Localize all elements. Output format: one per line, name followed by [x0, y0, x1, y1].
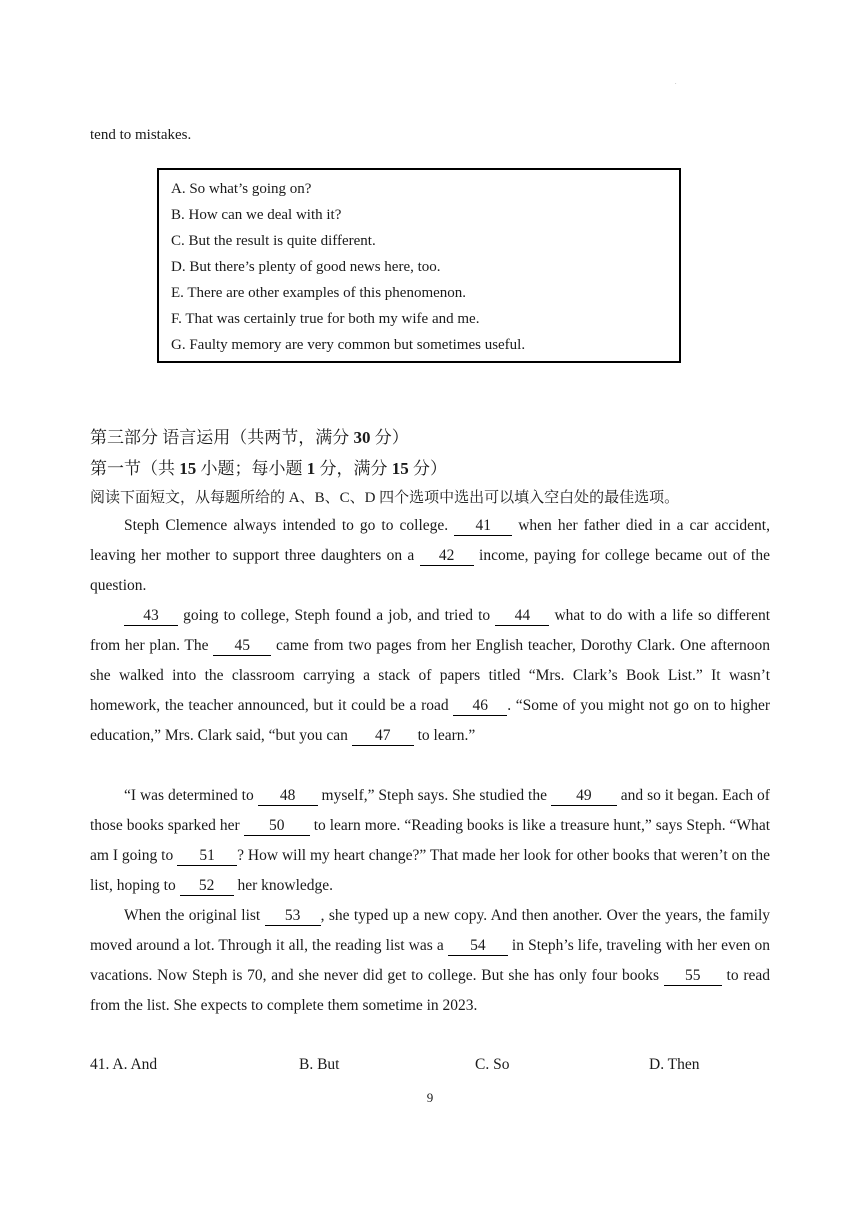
p2-text: going to college, Steph found a job, and tried to — [178, 607, 496, 624]
instructions: 阅读下面短文，从每题所给的 A、B、C、D 四个选项中选出可以填入空白处的最佳选项。 — [90, 490, 680, 506]
section-score: 30 — [353, 428, 371, 447]
option-c: C. But the result is quite different. — [171, 233, 376, 249]
subsection-count: 15 — [179, 459, 197, 478]
option-f: F. That was certainly true for both my wife and me. — [171, 311, 480, 327]
blank-45: 45 — [213, 637, 271, 656]
subsection-text-4: 分） — [408, 459, 447, 478]
paragraph-1 — [90, 511, 770, 601]
blank-51: 51 — [177, 847, 237, 866]
section-heading — [90, 423, 409, 448]
p3-text: myself,” Steph says. She studied the — [317, 787, 551, 804]
blank-42: 42 — [420, 547, 474, 566]
blank-52: 52 — [180, 877, 234, 896]
options-box — [157, 168, 681, 363]
option-d: D. But there’s plenty of good news here, too. — [171, 259, 441, 275]
choice-d: D. Then — [649, 1056, 700, 1073]
subsection-text-3: 分，满分 — [315, 459, 392, 478]
subsection-heading — [90, 454, 447, 479]
option-a: A. So what’s going on? — [171, 181, 312, 197]
page-number: 9 — [426, 1090, 434, 1105]
section-heading-text: 第三部分 语言运用（共两节，满分 — [90, 428, 354, 447]
scan-mark: . — [675, 80, 677, 86]
p3-text: “I was determined to — [124, 787, 258, 804]
blank-48: 48 — [258, 787, 318, 806]
section-heading-suffix: 分） — [370, 428, 409, 447]
p2-text: to learn.” — [413, 727, 476, 744]
option-b: B. How can we deal with it? — [171, 207, 342, 223]
intro-text: tend to mistakes. — [90, 127, 192, 143]
p4-text: , she typed up a new copy. And then another. Over the years, the family moved around a lot. Through it all, the reading list was a — [90, 907, 771, 954]
blank-41: 41 — [454, 517, 512, 536]
option-e: E. There are other examples of this phenomenon. — [171, 285, 467, 301]
subsection-total: 15 — [391, 459, 409, 478]
blank-49: 49 — [551, 787, 617, 806]
p3-text: to learn more. “Reading books is like a treasure hunt,” says Steph. “What am I going to — [90, 817, 771, 864]
p2-text: . “Some of you might not go on to higher education,” Mrs. Clark said, “but you can — [90, 697, 770, 744]
p1-text: Steph Clemence always intended to go to college. — [124, 517, 455, 534]
subsection-each: 1 — [306, 459, 316, 478]
p2-text: what to do with a life so different from her plan. The — [90, 607, 771, 654]
p4-text: When the original list — [124, 907, 265, 924]
blank-46: 46 — [453, 697, 507, 716]
option-g: G. Faulty memory are very common but sometimes useful. — [171, 337, 526, 353]
choice-c: C. So — [475, 1056, 510, 1073]
blank-44: 44 — [495, 607, 549, 626]
blank-53: 53 — [265, 907, 321, 926]
p2-text: came from two pages from her English teacher, Dorothy Clark. One afternoon she walked into the classroom carrying a stack of papers titled “Mrs. Clark’s Book List.” It wasn’t homework, the teacher announced, but it could be a road — [90, 637, 770, 714]
paragraph-4 — [90, 901, 770, 1021]
blank-55: 55 — [664, 967, 722, 986]
choice-b: B. But — [299, 1056, 340, 1073]
choice-a: 41. A. And — [90, 1056, 158, 1073]
p3-text: ? How will my heart change?” That made her look for other books that weren’t on the list, hoping to — [90, 847, 770, 894]
subsection-text-1: 第一节（共 — [90, 459, 180, 478]
blank-43: 43 — [124, 607, 178, 626]
subsection-text-2: 小题；每小题 — [196, 459, 307, 478]
blank-47: 47 — [352, 727, 414, 746]
p1-text: when her father died in a car accident, leaving her mother to support three daughters on a — [90, 517, 770, 564]
p4-text: to read from the list. She expects to complete them sometime in 2023. — [90, 967, 770, 1014]
p1-text: income, paying for college became out of the question. — [90, 547, 770, 594]
p4-text: in Steph’s life, traveling with her even on vacations. Now Steph is 70, and she never did get to college. But she has only four books — [90, 937, 770, 984]
blank-54: 54 — [448, 937, 508, 956]
paragraph-2 — [90, 601, 770, 751]
p3-text: and so it began. Each of those books sparked her — [90, 787, 770, 834]
blank-50: 50 — [244, 817, 310, 836]
p3-text: her knowledge. — [233, 877, 334, 894]
paragraph-3 — [90, 781, 770, 901]
